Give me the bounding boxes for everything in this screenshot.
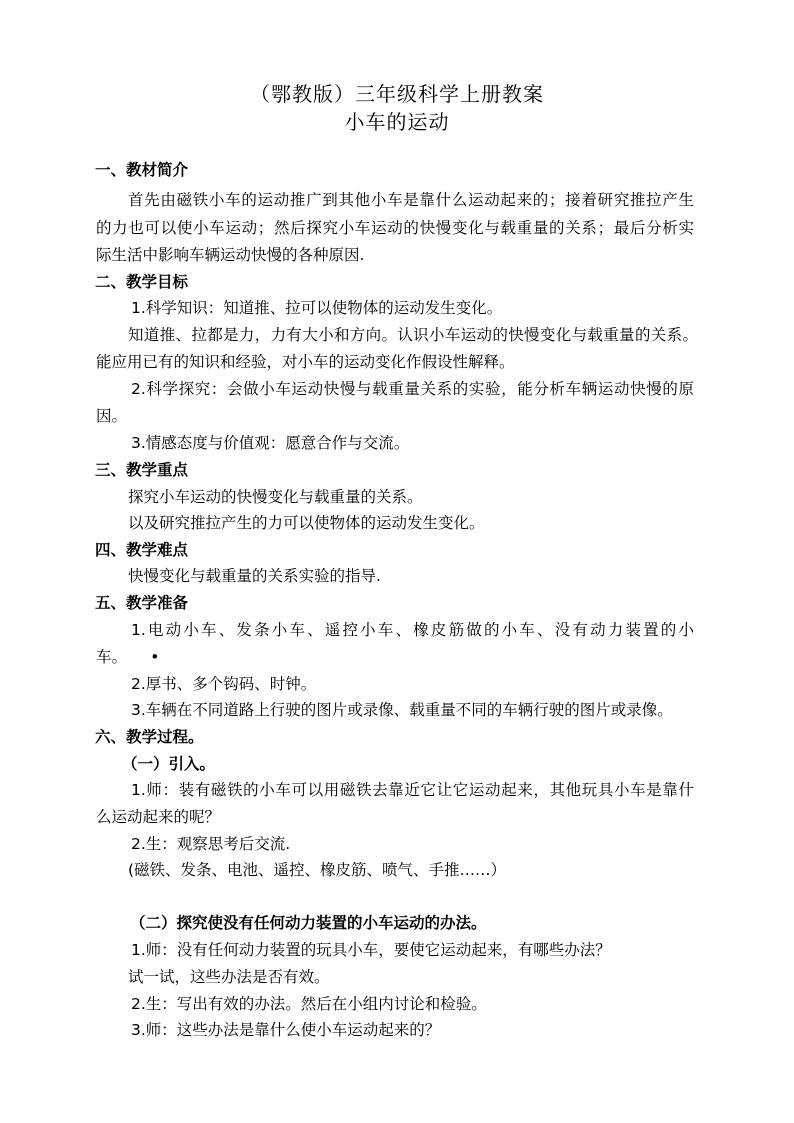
lesson-title: 小车的运动	[344, 110, 450, 134]
paragraph-line: 3.情感态度与价值观：愿意合作与交流。	[131, 434, 410, 452]
section-heading-1: 一、教材简介	[95, 161, 189, 179]
section-heading-6: 六、教学过程。	[95, 728, 204, 746]
paragraph-line: 试一试，这些办法是否有效。	[128, 968, 330, 986]
paragraph-line: 2.生：观察思考后交流.	[131, 835, 291, 853]
paragraph-line: 1.师：没有任何动力装置的玩具小车，要使它运动起来，有哪些办法？	[131, 941, 611, 959]
paragraph-line: 2.科学探究：会做小车运动快慢与载重量关系的实验，能分析车辆运动快慢的原	[131, 380, 694, 398]
paragraph-line: 能应用已有的知识和经验，对小车的运动变化作假设性解释。	[96, 353, 515, 371]
paragraph-line: 1.电动小车、发条小车、遥控小车、橡皮筋做的小车、没有动力装置的小	[131, 621, 694, 639]
section-heading-4: 四、教学难点	[95, 541, 189, 559]
subsection-heading: （二）探究使没有任何动力装置的小车运动的办法。	[130, 914, 487, 932]
paragraph-line: 的力也可以使小车运动；然后探究小车运动的快慢变化与载重量的关系；最后分析实	[96, 219, 694, 237]
paragraph-line: 因。	[96, 407, 128, 425]
paragraph-line: 首先由磁铁小车的运动推广到其他小车是靠什么运动起来的；接着研究推拉产生	[128, 191, 694, 209]
paragraph-line: 车。 •	[96, 648, 160, 666]
paragraph-line: 1.师：装有磁铁的小车可以用磁铁去靠近它让它运动起来，其他玩具小车是靠什	[131, 781, 694, 799]
section-heading-5: 五、教学准备	[95, 594, 189, 612]
paragraph-line: 2.生：写出有效的办法。然后在小组内讨论和检验。	[131, 995, 487, 1013]
subsection-heading: （一）引入。	[122, 755, 216, 773]
paragraph-line: 际生活中影响车辆运动快慢的各种原因.	[96, 246, 365, 264]
paragraph-line: 1.科学知识：知道推、拉可以使物体的运动发生变化。	[131, 299, 503, 317]
paragraph-line: 快慢变化与载重量的关系实验的指导.	[128, 567, 381, 585]
section-heading-2: 二、教学目标	[95, 273, 189, 291]
paragraph-line: 3.师：这些办法是靠什么使小车运动起来的？	[131, 1021, 441, 1039]
document-title: （鄂教版）三年级科学上册教案	[250, 82, 544, 106]
paragraph-line: 知道推、拉都是力，力有大小和方向。认识小车运动的快慢变化与载重量的关系。	[128, 326, 698, 344]
paragraph-line: 3.车辆在不同道路上行驶的图片或录像、载重量不同的车辆行驶的图片或录像。	[131, 701, 673, 719]
paragraph-line: (磁铁、发条、电池、遥控、橡皮筋、喷气、手推……）	[128, 861, 507, 879]
paragraph-line: 么运动起来的呢？	[96, 808, 221, 826]
paragraph-line: 以及研究推拉产生的力可以使物体的运动发生变化。	[128, 514, 485, 532]
section-heading-3: 三、教学重点	[95, 461, 189, 479]
paragraph-line: 2.厚书、多个钩码、时钟。	[131, 675, 317, 693]
paragraph-line: 探究小车运动的快慢变化与载重量的关系。	[128, 488, 423, 506]
